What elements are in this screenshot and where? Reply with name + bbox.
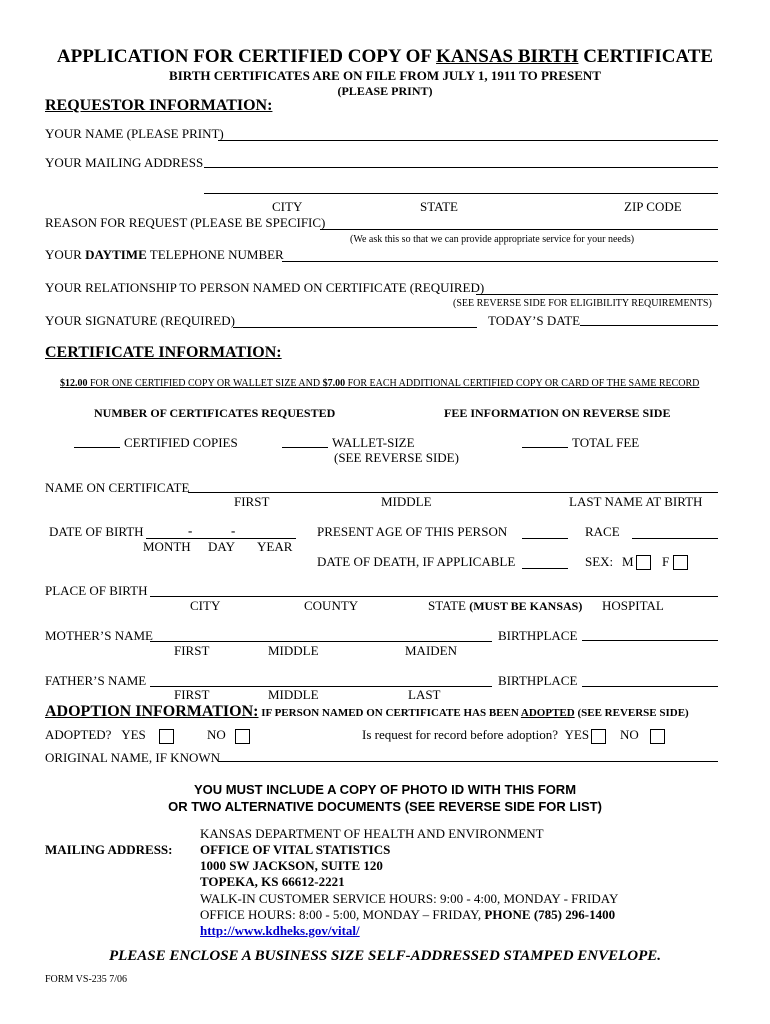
month-label: MONTH xyxy=(143,539,191,554)
your-name-label: YOUR NAME (PLEASE PRINT) xyxy=(45,126,224,141)
form-number: FORM VS-235 7/06 xyxy=(45,974,128,985)
last-name-at-birth-label: LAST NAME AT BIRTH xyxy=(569,494,703,509)
reason-field[interactable] xyxy=(320,229,718,230)
page-subtitle: BIRTH CERTIFICATES ARE ON FILE FROM JULY 1, 1911 TO PRESENT xyxy=(169,68,601,83)
father-birthplace-label: BIRTHPLACE xyxy=(498,673,578,688)
phone-label: YOUR DAYTIME TELEPHONE NUMBER xyxy=(45,247,284,262)
present-age-field[interactable] xyxy=(522,538,568,539)
fathers-name-label: FATHER’S NAME xyxy=(45,673,147,688)
dob-dash: - xyxy=(188,523,193,538)
original-name-field[interactable] xyxy=(218,761,718,762)
walk-in-hours: WALK-IN CUSTOMER SERVICE HOURS: 9:00 - 4:00, MONDAY - FRIDAY xyxy=(200,891,619,906)
place-of-birth-field[interactable] xyxy=(150,596,718,597)
mailing-line-dept: KANSAS DEPARTMENT OF HEALTH AND ENVIRONMENT xyxy=(200,826,544,841)
certificate-heading: CERTIFICATE INFORMATION: xyxy=(45,344,282,361)
father-birthplace-field[interactable] xyxy=(582,686,718,687)
sex-m-checkbox[interactable] xyxy=(636,555,651,570)
photo-id-notice: YOU MUST INCLUDE A COPY OF PHOTO ID WITH THIS FORM xyxy=(193,782,577,797)
original-name-label: ORIGINAL NAME, IF KNOWN xyxy=(45,750,220,765)
eligibility-note: (SEE REVERSE SIDE FOR ELIGIBILITY REQUIREMENTS) xyxy=(453,298,712,309)
adoption-heading-row: ADOPTION INFORMATION: IF PERSON NAMED ON CERTIFICATE HAS BEEN ADOPTED (SEE REVERSE SIDE) xyxy=(45,703,689,720)
state-label: STATE xyxy=(420,199,458,214)
your-name-field[interactable] xyxy=(218,140,718,141)
certified-copies-label: CERTIFIED COPIES xyxy=(124,435,238,450)
mother-maiden-label: MAIDEN xyxy=(405,643,457,658)
father-middle-label: MIDDLE xyxy=(268,687,319,702)
mailing-address-label: YOUR MAILING ADDRESS xyxy=(45,155,204,170)
see-reverse-label: (SEE REVERSE SIDE) xyxy=(334,450,459,465)
first-label: FIRST xyxy=(234,494,270,509)
adopted-no-label: NO xyxy=(207,727,226,742)
present-age-label: PRESENT AGE OF THIS PERSON xyxy=(317,524,508,539)
phone-field[interactable] xyxy=(282,261,718,262)
mailing-address-field[interactable] xyxy=(204,167,718,168)
mother-birthplace-label: BIRTHPLACE xyxy=(498,628,578,643)
dob-dash-2: - xyxy=(231,523,236,538)
date-of-death-field[interactable] xyxy=(522,568,568,569)
enclose-envelope-notice: PLEASE ENCLOSE A BUSINESS SIZE SELF-ADDRESSED STAMPED ENVELOPE. xyxy=(108,948,662,964)
mailing-line-city: TOPEKA, KS 66612-2221 xyxy=(200,874,345,889)
signature-field[interactable] xyxy=(233,327,477,328)
before-adoption-yes-checkbox[interactable] xyxy=(591,729,606,744)
signature-label: YOUR SIGNATURE (REQUIRED) xyxy=(45,313,235,328)
mother-middle-label: MIDDLE xyxy=(268,643,319,658)
adoption-heading: ADOPTION INFORMATION: xyxy=(45,703,259,720)
zip-label: ZIP CODE xyxy=(624,199,682,214)
mailing-line-office: OFFICE OF VITAL STATISTICS xyxy=(200,842,391,857)
middle-label: MIDDLE xyxy=(381,494,432,509)
pob-county-label: COUNTY xyxy=(304,598,359,613)
day-label: DAY xyxy=(208,539,235,554)
race-label: RACE xyxy=(585,524,620,539)
mothers-name-field[interactable] xyxy=(150,641,492,642)
year-label: YEAR xyxy=(257,539,293,554)
adopted-label: ADOPTED? YES xyxy=(45,727,146,742)
place-of-birth-label: PLACE OF BIRTH xyxy=(45,583,148,598)
fee-info-label: FEE INFORMATION ON REVERSE SIDE xyxy=(444,406,671,420)
todays-date-field[interactable] xyxy=(580,325,718,326)
sex-label: SEX: xyxy=(585,554,614,569)
mailing-line-street: 1000 SW JACKSON, SUITE 120 xyxy=(200,858,383,873)
wallet-size-field[interactable] xyxy=(282,447,328,448)
please-print-note: (PLEASE PRINT) xyxy=(337,84,433,98)
office-hours: OFFICE HOURS: 8:00 - 5:00, MONDAY – FRIDAY, PHONE (785) 296-1400 xyxy=(200,907,616,922)
reason-label: REASON FOR REQUEST (PLEASE BE SPECIFIC) xyxy=(45,215,326,230)
reason-note: (We ask this so that we can provide appropriate service for your needs) xyxy=(350,234,635,245)
todays-date-label: TODAY’S DATE xyxy=(488,313,581,328)
mothers-name-label: MOTHER’S NAME xyxy=(45,628,153,643)
sex-f-label: F xyxy=(662,554,670,569)
before-adoption-no-label: NO xyxy=(620,727,639,742)
num-requested-label: NUMBER OF CERTIFICATES REQUESTED xyxy=(94,406,336,420)
total-fee-label: TOTAL FEE xyxy=(572,435,640,450)
website-line xyxy=(200,923,360,939)
name-on-certificate-label: NAME ON CERTIFICATE xyxy=(45,480,190,495)
pob-city-label: CITY xyxy=(190,598,221,613)
photo-id-notice-2: OR TWO ALTERNATIVE DOCUMENTS (SEE REVERSE SIDE FOR LIST) xyxy=(168,799,602,814)
mother-birthplace-field[interactable] xyxy=(582,640,718,641)
relationship-field[interactable] xyxy=(476,294,718,295)
page-title: APPLICATION FOR CERTIFIED COPY OF KANSAS BIRTH CERTIFICATE xyxy=(56,46,714,67)
fee-schedule: $12.00 FOR ONE CERTIFIED COPY OR WALLET SIZE AND $7.00 FOR EACH ADDITIONAL CERTIFIED COPY OR CARD OF THE SAME RECORD xyxy=(60,378,700,389)
city-label: CITY xyxy=(272,199,303,214)
relationship-label: YOUR RELATIONSHIP TO PERSON NAMED ON CERTIFICATE (REQUIRED) xyxy=(45,280,485,295)
dob-label: DATE OF BIRTH xyxy=(49,524,144,539)
website-link[interactable]: http://www.kdheks.gov/vital/ xyxy=(200,923,360,938)
father-first-label: FIRST xyxy=(174,687,210,702)
mailing-address-field-2[interactable] xyxy=(204,193,718,194)
date-of-death-label: DATE OF DEATH, IF APPLICABLE xyxy=(317,554,516,569)
sex-f-checkbox[interactable] xyxy=(673,555,688,570)
sex-m-label: M xyxy=(622,554,634,569)
adopted-yes-checkbox[interactable] xyxy=(159,729,174,744)
pob-hospital-label: HOSPITAL xyxy=(602,598,664,613)
pob-state-label: STATE (MUST BE KANSAS) xyxy=(428,598,583,613)
wallet-size-label: WALLET-SIZE xyxy=(332,435,415,450)
race-field[interactable] xyxy=(632,538,718,539)
requestor-heading: REQUESTOR INFORMATION: xyxy=(45,97,273,114)
mother-first-label: FIRST xyxy=(174,643,210,658)
before-adoption-label: Is request for record before adoption? YES xyxy=(362,727,590,742)
name-on-certificate-field[interactable] xyxy=(188,492,718,493)
father-last-label: LAST xyxy=(408,687,441,702)
before-adoption-no-checkbox[interactable] xyxy=(650,729,665,744)
mailing-address-heading: MAILING ADDRESS: xyxy=(45,842,173,857)
certified-copies-field[interactable] xyxy=(74,447,120,448)
adopted-no-checkbox[interactable] xyxy=(235,729,250,744)
total-fee-field[interactable] xyxy=(522,447,568,448)
